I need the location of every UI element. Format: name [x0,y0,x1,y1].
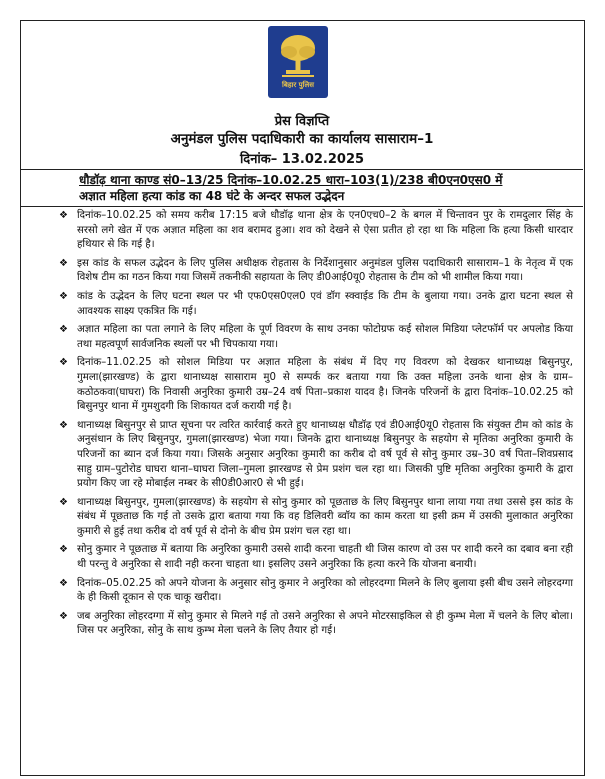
diamond-bullet-icon: ❖ [59,496,68,508]
press-release-heading: प्रेस विज्ञप्ति [274,114,330,129]
release-date: दिनांक– 13.02.2025 [239,152,365,167]
bullet-item [21,356,583,414]
office-name: अनुमंडल पुलिस पदाधिकारी का कार्यालय सासाराम–1 [170,131,434,147]
diamond-bullet-icon: ❖ [59,290,68,302]
bullet-text: जब अनुरिका लोहरदग्गा में सोनु कुमार से मिलने गई तो उसने अनुरिका से अपने मोटरसाइकिल से ही कुम्भ मेला में चलने के लिए बोला। जिस पर अनुरिका, सोनु के साथ कुम्भ मेला चलने के लिए तैयार हो गई। [77,610,573,637]
case-headline: अज्ञात महिला हत्या कांड का 48 घंटे के अन्दर सफल उद्भेदन [79,189,345,203]
bullet-list [21,209,583,643]
bihar-police-emblem [268,26,328,98]
bullet-item [21,419,583,492]
bullet-item [21,323,583,352]
bullet-text: दिनांक–10.02.25 को समय करीब 17:15 बजे धौडॉढ़ थाना क्षेत्र के एन0एच0–2 के बगल में चिन्तावन पुर के रामदुलार सिंह के सरसो लगे खेत में एक अज्ञात महिला का शव बरामद हुआ। शव को देखने से ऐसा प्रतीत हो रहा था कि महिला कि हत्या किसी धारदार हथियार से कि गई है। [77,210,573,251]
bullet-item [21,496,583,540]
diamond-bullet-icon: ❖ [59,324,68,336]
bullet-text: दिनांक–11.02.25 को सोशल मिडिया पर अज्ञात महिला के संबंध में दिए गए विवरण को देखकर थानाध्यक्ष बिसुनपुर, गुमला(झारखण्ड) के द्वारा थानाध्यक्ष सासाराम मु0 से सम्पर्क कर बताया गया कि उक्त महिला उनके थाना क्षेत्र के ग्राम–कठोठकवा(घाघरा) कि निवासी अनुरिका कुमारी उम्र–24 वर्ष पिता–प्रकाश यादव है। जिनके परिजनों के द्वारा दिनांक–10.02.25 को बिसुनपुर थाना में गुमशुदगी कि शिकायत दर्ज करायी गई है। [77,357,573,413]
bullet-item [21,577,583,606]
diamond-bullet-icon: ❖ [59,577,68,589]
bullet-text: थानाध्यक्ष बिसुनपुर से प्राप्त सूचना पर त्वरित कार्रवाई करते हुए थानाध्यक्ष धौडॉढ़ एवं डी0आई0यू0 रोहतास कि संयुक्त टीम को कांड के अनुसंधान के लिए बिसुनपुर, गुमला(झारखण्ड) भेजा गया। जिनके द्वारा थानाध्यक्ष बिसुनपुर के सहयोग से मृतिका अनुरिका कुमारी के परिजनों का ब्यान दर्ज किया गया। जिसके अनुसार अनुरिका कुमारी का करीब दो वर्ष पूर्व से सोनु कुमार उम्र–30 वर्ष पिता–शिवप्रसाद साहु ग्राम–पुटोरोड घाघरा थाना–घाघरा जिला–गुमला झारखण्ड से प्रेम प्रशंग चल रहा था। जिसकी पुष्टि मृतिका अनुरिका कुमारी के द्वारा प्रयोग किए जा रहे मोबाईल नम्बर के सी0डी0आर0 से भी हुई। [77,419,573,490]
diamond-bullet-icon: ❖ [59,357,68,369]
bullet-text: अज्ञात महिला का पता लगाने के लिए महिला के पूर्ण विवरण के साथ उनका फोटोग्रफ कई सोशल मिडिया प्लेटफॉर्म पर अपलोड किया तथा महत्वपूर्ण सार्वजनिक स्थलों पर भी चिपकाया गया। [77,324,573,350]
case-title-box [21,169,583,207]
bullet-text: इस कांड के सफल उद्भेदन के लिए पुलिस अधीक्षक रोहतास के निर्देशानुसार अनुमंडल पुलिस पदाधिकारी सासाराम–1 के नेतृत्व में एक विशेष टीम का गठन किया गया जिसमें तकनीकी सहायता के लिए डी0आई0यू0 रोहतास के टीम को भी शामील किया गया। [77,257,573,284]
diamond-bullet-icon: ❖ [59,610,68,622]
bullet-item [21,257,583,286]
bullet-item [21,610,583,639]
bullet-text: कांड के उद्भेदन के लिए घटना स्थल पर भी एफ0एस0एल0 एवं डॉग स्क्वाईड कि टीम के बुलाया गया। उनके द्वारा घटना स्थल से आवश्यक साक्ष्य एकत्रित कि गई। [77,290,573,317]
bullet-text: थानाध्यक्ष बिसुनपुर, गुमला(झारखण्ड) के सहयोग से सोनु कुमार को पूछताछ के लिए बिसुनपुर थाना लाया गया तथा उससे इस कांड के संबंध में पूछताछ कि गई तो उसके द्वारा बताया गया कि वह डिलिवरी ब्वॉय का काम करता था इसी क्रम में उसकी मुलाकात अनुरिका कुमारी से हुई तथा करीब दो वर्ष पूर्व से दोनो के बीच प्रेम प्रशंग चल रहा था। [77,496,573,537]
diamond-bullet-icon: ❖ [59,419,68,431]
bullet-item [21,209,583,253]
diamond-bullet-icon: ❖ [59,210,68,221]
diamond-bullet-icon: ❖ [59,257,68,269]
case-reference: धौडॉढ़ थाना काण्ड सं0–13/25 दिनांक–10.02.25 धारा–103(1)/238 बी0एन0एस0 में [79,173,503,187]
bullet-text: सोनु कुमार ने पूछताछ में बताया कि अनुरिका कुमारी उससे शादी करना चाहती थी जिस कारण वो उस पर शादी करने का दबाव बना रही थी परन्तु वे अनुरिका से शादी नही करना चाहता था। इसलिए उसने अनुरिका कि हत्या करने कि योजना बनायी। [77,544,573,571]
diamond-bullet-icon: ❖ [59,544,68,556]
emblem-label: बिहार पुलिस [282,81,314,89]
press-release-page [20,20,585,776]
bullet-text: दिनांक–05.02.25 को अपने योजना के अनुसार सोनु कुमार ने अनुरिका को लोहरदग्गा मिलने के लिए बुलाया इसी बीच उसने लोहरदग्गा के ही किसी दूकान से एक चाकू खरीदा। [77,577,573,604]
bullet-item [21,543,583,572]
bullet-item [21,290,583,319]
